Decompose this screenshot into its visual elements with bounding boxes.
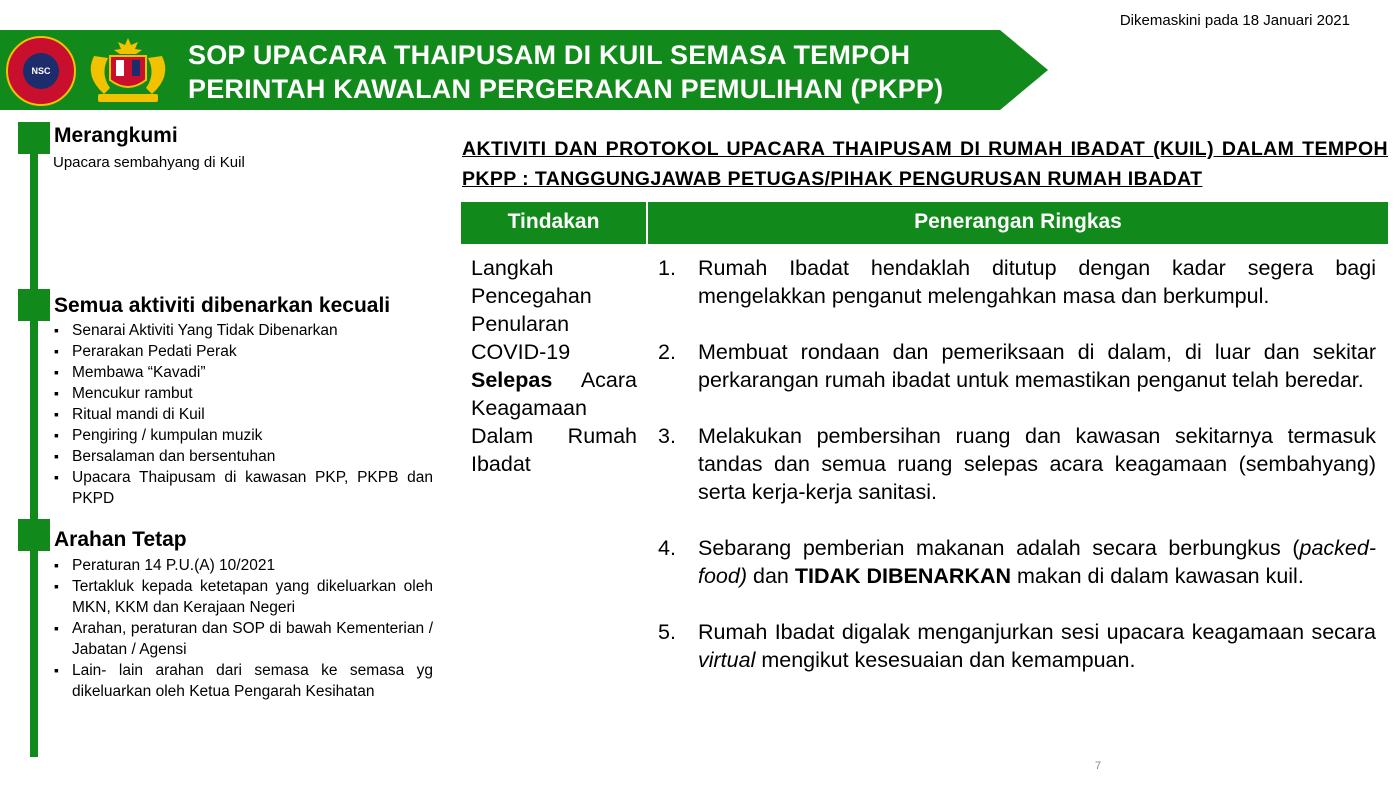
section-marker <box>18 289 50 321</box>
table-header <box>461 202 1388 244</box>
list-item: ▪ Senarai Aktiviti Yang Tidak Dibenarkan <box>53 320 433 341</box>
page-number: 7 <box>1095 760 1102 772</box>
step-number: 1. <box>658 256 676 280</box>
step-text: Membuat rondaan dan pemeriksaan di dalam, di luar dan sekitar perkarangan rumah ibadat untuk memastikan penganut telah beredar. <box>698 340 1376 392</box>
step-item <box>658 618 1376 674</box>
action-text-after: Acara Keagamaan Dalam Rumah Ibadat <box>471 368 637 476</box>
step-item <box>658 422 1376 506</box>
list-item: ▪ Lain- lain arahan dari semasa ke semasa yg dikeluarkan oleh Ketua Pengarah Kesihatan <box>53 660 433 702</box>
section-heading-merangkumi: Merangkumi <box>54 124 178 147</box>
list-item: ▪ Tertakluk kepada ketetapan yang dikeluarkan oleh MKN, KKM dan Kerajaan Negeri <box>53 576 433 618</box>
list-item: ▪ Bersalaman dan bersentuhan <box>53 446 433 467</box>
step-number: 4. <box>658 536 676 560</box>
section-heading-exceptions: Semua aktiviti dibenarkan kecuali <box>54 294 391 317</box>
merangkumi-text: Upacara sembahyang di Kuil <box>53 154 245 171</box>
nsc-logo: NSC <box>6 36 76 106</box>
step-text: virtual <box>698 648 756 672</box>
title-line-1: SOP UPACARA THAIPUSAM DI KUIL SEMASA TEMPOH <box>188 40 911 70</box>
section-marker <box>18 122 50 154</box>
coat-of-arms-icon <box>80 34 176 108</box>
section-marker <box>18 519 50 551</box>
list-item: ▪ Membawa “Kavadi” <box>53 362 433 383</box>
step-number: 5. <box>658 620 676 644</box>
title-line-2: PERINTAH KAWALAN PERGERAKAN PEMULIHAN (PKPP) <box>188 74 944 104</box>
step-text: packed-food) <box>698 536 1376 588</box>
step-item <box>658 254 1376 310</box>
protocol-heading: AKTIVITI DAN PROTOKOL UPACARA THAIPUSAM DI RUMAH IBADAT (KUIL) DALAM TEMPOH PKPP : TANGGUNGJAWAB PETUGAS/PIHAK PENGURUSAN RUMAH IBADAT <box>462 138 1388 190</box>
step-text: makan di dalam kawasan kuil. <box>1011 564 1304 588</box>
list-item: ▪ Pengiring / kumpulan muzik <box>53 425 433 446</box>
exceptions-list <box>53 320 433 509</box>
action-text-bold: Selepas <box>471 368 553 392</box>
step-item <box>658 534 1376 590</box>
step-text: Rumah Ibadat hendaklah ditutup dengan kadar segera bagi mengelakkan penganut melengahkan masa dan berkumpul. <box>698 256 1376 308</box>
step-number: 3. <box>658 424 676 448</box>
action-cell <box>471 254 637 478</box>
list-item: ▪ Perarakan Pedati Perak <box>53 341 433 362</box>
step-text: TIDAK DIBENARKAN <box>794 564 1012 588</box>
step-text: Melakukan pembersihan ruang dan kawasan sekitarnya termasuk tandas dan semua ruang selepas acara keagamaan (sembahyang) serta kerja-kerja sanitasi. <box>698 424 1376 504</box>
step-text: mengikut kesesuaian dan kemampuan. <box>755 648 1136 672</box>
list-item: ▪ Ritual mandi di Kuil <box>53 404 433 425</box>
step-item <box>658 338 1376 394</box>
step-text: Sebarang pemberian makanan adalah secara berbungkus ( <box>698 536 1300 560</box>
column-header-tindakan: Tindakan <box>461 202 646 244</box>
section-heading-arahan-tetap: Arahan Tetap <box>54 528 187 551</box>
step-text: dan <box>747 564 795 588</box>
arahan-list <box>53 555 433 702</box>
list-item: ▪ Arahan, peraturan dan SOP di bawah Kementerian / Jabatan / Agensi <box>53 618 433 660</box>
step-number: 2. <box>658 340 676 364</box>
left-timeline-bar <box>30 122 38 757</box>
action-text-before: Langkah Pencegahan Penularan COVID-19 <box>471 256 592 364</box>
updated-date: Dikemaskini pada 18 Januari 2021 <box>1119 12 1350 29</box>
column-header-penerangan: Penerangan Ringkas <box>648 202 1388 244</box>
list-item: ▪ Mencukur rambut <box>53 383 433 404</box>
steps-list <box>658 254 1376 702</box>
step-text: Rumah Ibadat digalak menganjurkan sesi upacara keagamaan secara <box>698 620 1376 644</box>
list-item: ▪ Peraturan 14 P.U.(A) 10/2021 <box>53 555 433 576</box>
page-title <box>188 38 943 106</box>
list-item: ▪ Upacara Thaipusam di kawasan PKP, PKPB dan PKPD <box>53 467 433 509</box>
